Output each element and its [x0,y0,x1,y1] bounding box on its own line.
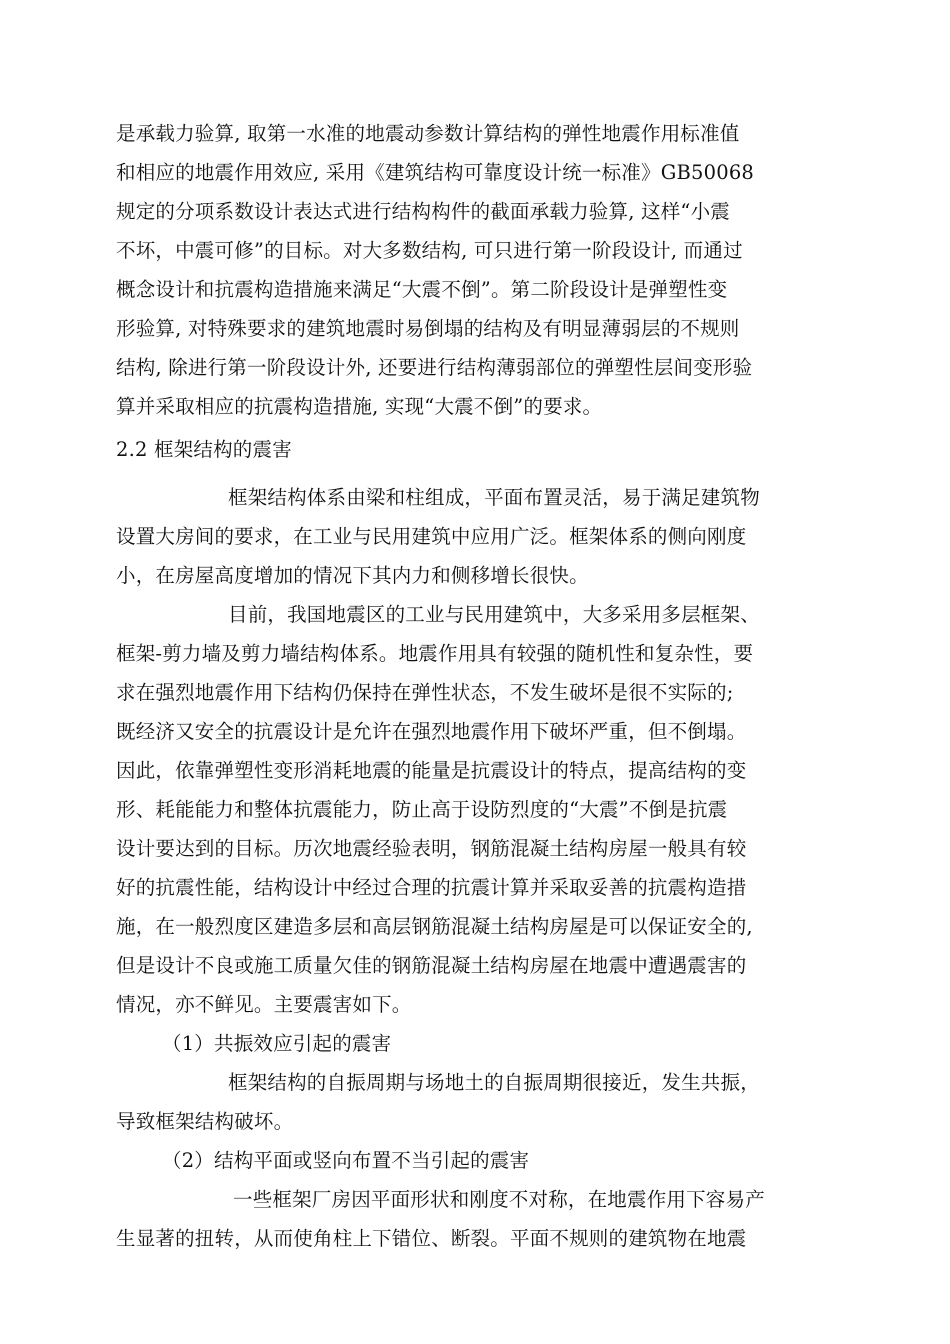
paragraph-line: 既经济又安全的抗震设计是允许在强烈地震作用下破坏严重，但不倒塌。 [116,720,747,743]
paragraph-line: 是承载力验算, 取第一水准的地震动参数计算结构的弹性地震作用标准值 [116,122,740,145]
paragraph-line: 求在强烈地震作用下结构仍保持在弹性状态，不发生破坏是很不实际的; [116,681,734,704]
paragraph-line: 形、耗能能力和整体抗震能力，防止高于设防烈度的“大震”不倒是抗震 [116,798,728,821]
paragraph-line: 生显著的扭转，从而使角柱上下错位、断裂。平面不规则的建筑物在地震 [116,1227,747,1250]
paragraph-line: 概念设计和抗震构造措施来满足“大震不倒”。第二阶段设计是弹塑性变 [116,278,728,301]
paragraph-line: 框架结构体系由梁和柱组成，平面布置灵活，易于满足建筑物 [228,486,760,509]
paragraph-line: 情况，亦不鲜见。主要震害如下。 [116,993,412,1016]
paragraph-line: 框架-剪力墙及剪力墙结构体系。地震作用具有较强的随机性和复杂性，要 [116,642,754,665]
list-item-heading: （1）共振效应引起的震害 [162,1032,392,1055]
paragraph-line: 因此，依靠弹塑性变形消耗地震的能量是抗震设计的特点，提高结构的变 [116,759,747,782]
paragraph-line: 好的抗震性能，结构设计中经过合理的抗震计算并采取妥善的抗震构造措 [116,876,747,899]
paragraph-line: 规定的分项系数设计表达式进行结构构件的截面承载力验算, 这样“小震 [116,200,730,223]
paragraph-line: 框架结构的自振周期与场地土的自振周期很接近，发生共振， [228,1071,760,1094]
paragraph-line: 不坏，中震可修”的目标。对大多数结构, 可只进行第一阶段设计, 而通过 [116,239,743,262]
paragraph-line: 小，在房屋高度增加的情况下其内力和侧移增长很快。 [116,564,589,587]
paragraph-line: 设置大房间的要求，在工业与民用建筑中应用广泛。框架体系的侧向刚度 [116,525,747,548]
paragraph-line: 算并采取相应的抗震构造措施, 实现“大震不倒”的要求。 [116,395,603,418]
paragraph-line: 形验算, 对特殊要求的建筑地震时易倒塌的结构及有明显薄弱层的不规则 [116,317,740,340]
paragraph-line: 一些框架厂房因平面形状和刚度不对称，在地震作用下容易产 [233,1188,765,1211]
section-heading: 2.2 框架结构的震害 [116,438,292,461]
paragraph-line: 结构, 除进行第一阶段设计外, 还要进行结构薄弱部位的弹塑性层间变形验 [116,356,753,379]
paragraph-line: 和相应的地震作用效应, 采用《建筑结构可靠度设计统一标准》GB50068 [116,161,755,184]
list-item-heading: （2）结构平面或竖向布置不当引起的震害 [162,1149,530,1172]
paragraph-line: 设计要达到的目标。历次地震经验表明，钢筋混凝土结构房屋一般具有较 [116,837,747,860]
paragraph-line: 但是设计不良或施工质量欠佳的钢筋混凝土结构房屋在地震中遭遇震害的 [116,954,747,977]
paragraph-line: 目前，我国地震区的工业与民用建筑中，大多采用多层框架、 [228,603,760,626]
paragraph-line: 导致框架结构破坏。 [116,1110,294,1133]
paragraph-line: 施，在一般烈度区建造多层和高层钢筋混凝土结构房屋是可以保证安全的, [116,915,753,938]
